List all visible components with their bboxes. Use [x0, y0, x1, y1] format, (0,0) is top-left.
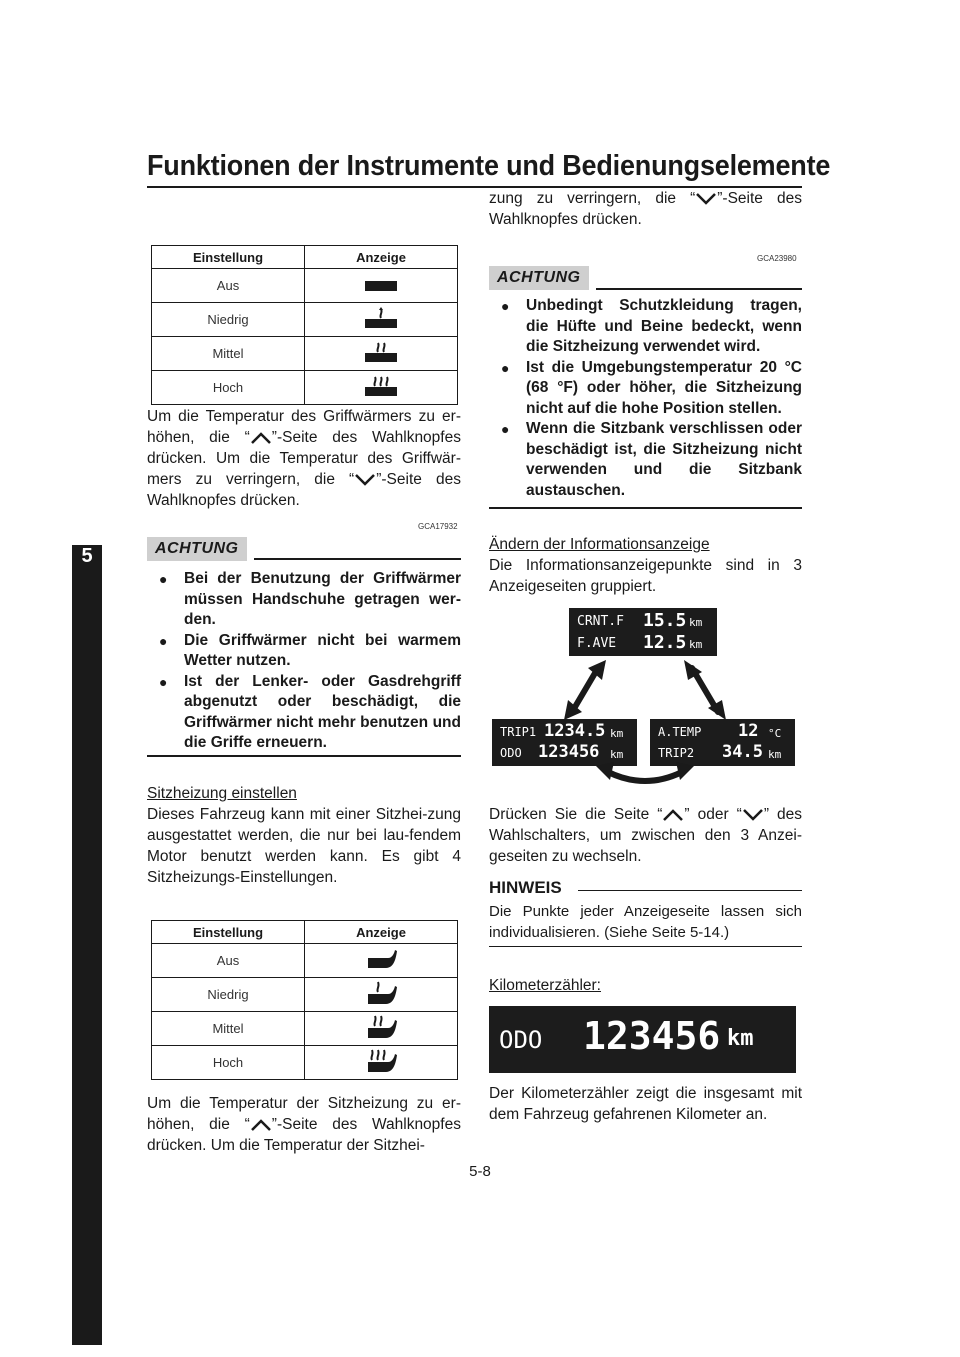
grip-off-icon [305, 269, 458, 303]
table-row [152, 1012, 458, 1046]
chevron-down-icon [742, 809, 764, 821]
hinweis-text: Die Punkte jeder Anzeigeseite lassen sich individualisieren. (Siehe Seite 5-14.) [489, 903, 802, 941]
display-value: 12 [738, 721, 759, 741]
achtung-end-rule [147, 755, 461, 757]
hinweis-rule [578, 890, 802, 891]
achtung-end-rule [489, 507, 802, 509]
grip-heater-paragraph [147, 406, 461, 511]
chapter-number: 5 [81, 545, 93, 567]
display-value: 1234.5 [544, 721, 606, 741]
list-item: ● Ist der Lenker- oder Gasdrehgriff abgenutzt oder beschädigt, die Griffwärmer nicht mehr benutzen und die Griffe erneuern. [157, 672, 461, 754]
warning-code: GCA17932 [418, 522, 458, 531]
seat-heating-section [147, 783, 461, 888]
text-segment: ” des Wahlschalters, um zwischen den 3 Anzei-geseiten zu wechseln. [489, 806, 802, 865]
display-label: ODO [500, 746, 522, 760]
odometer-display [489, 1006, 796, 1073]
table-row [152, 944, 458, 978]
table-header-setting: Einstellung [152, 246, 305, 269]
display-label: F.AVE [577, 636, 617, 651]
text-segment: ”-Seite des Wahlknopfes drücken. Um die Temperatur der Sitzhei- [147, 1116, 461, 1154]
seat-off-icon [305, 944, 458, 978]
text-segment: ” oder “ [684, 806, 742, 823]
table-row [152, 269, 458, 303]
list-item: ● Bei der Benutzung der Griffwärmer müssen Handschuhe getragen wer-den. [157, 569, 461, 631]
grip-heater-table [151, 245, 458, 405]
seat-heating-text: Dieses Fahrzeug kann mit einer Sitzhei-zung ausgestattet werden, die nur bei lau-fendem Motor benutzt werden kann. Es gibt 4 Sitzheizungs-Einstellungen. [147, 806, 461, 886]
info-display-heading: Ändern der Informationsanzeige [489, 536, 710, 553]
list-item: ● Ist die Umgebungstemperatur 20 °C (68 °F) oder höher, die Sitzheizung nicht auf die hohe Position stellen. [499, 358, 802, 420]
cycle-arrows-icon [490, 600, 800, 790]
achtung-badge: ACHTUNG [147, 537, 247, 561]
display-label: CRNT.F [577, 614, 624, 629]
list-item: ● Unbedingt Schutzkleidung tragen, die Hüfte und Beine bedeckt, wenn die Sitzheizung verwendet wird. [499, 296, 802, 358]
achtung-badge: ACHTUNG [489, 266, 589, 290]
page-number: 5-8 [469, 1163, 491, 1180]
odometer-text: Der Kilometerzähler zeigt die insgesamt mit dem Fahrzeug gefahrenen Kilometer an. [489, 1085, 802, 1123]
setting-label: Niedrig [152, 303, 305, 337]
seat-high-icon [305, 1046, 458, 1080]
info-display-text: Die Informationsanzeigepunkte sind in 3 Anzeigeseiten gruppiert. [489, 557, 802, 595]
achtung-rule [596, 288, 802, 290]
display-unit: km [689, 638, 703, 651]
switch-paragraph [489, 804, 802, 867]
hinweis-end-rule [489, 946, 802, 947]
achtung-rule [254, 558, 461, 560]
achtung-list [499, 296, 802, 501]
table-row [152, 337, 458, 371]
display-unit: km [689, 616, 703, 629]
setting-label: Hoch [152, 1046, 305, 1080]
display-value: 15.5 [643, 610, 687, 631]
display-unit: km [610, 748, 624, 761]
table-row [152, 303, 458, 337]
setting-label: Aus [152, 944, 305, 978]
warning-code: GCA23980 [757, 254, 797, 263]
display-value: 12.5 [643, 632, 687, 653]
chevron-up-icon [662, 809, 684, 821]
seat-mid-icon [305, 1012, 458, 1046]
text-segment: ”-Seite des Wahlknopfes drücken. [147, 471, 461, 509]
list-item: ● Die Griffwärmer nicht bei warmem Wetter nutzen. [157, 631, 461, 672]
seat-heating-continuation [489, 188, 802, 230]
achtung-header [489, 266, 802, 290]
display-value: 123456 [538, 742, 600, 762]
table-row [152, 978, 458, 1012]
display-unit: °C [768, 727, 782, 740]
text-segment: ”-Seite des Wahlknopfes drücken. Um die Temperatur des Griffwär-mers zu verringern, die “ [147, 429, 461, 488]
chevron-up-icon [250, 432, 272, 444]
setting-label: Hoch [152, 371, 305, 405]
text-segment: ”-Seite des Wahlknopfes drücken. [489, 190, 802, 228]
display-label: A.TEMP [658, 725, 702, 739]
setting-label: Niedrig [152, 978, 305, 1012]
display-unit: km [610, 727, 624, 740]
setting-label: Aus [152, 269, 305, 303]
setting-label: Mittel [152, 1012, 305, 1046]
odometer-heading: Kilometerzähler: [489, 977, 601, 994]
text-segment: Drücken Sie die Seite “ [489, 806, 663, 823]
table-header-display: Anzeige [305, 246, 458, 269]
display-label: TRIP1 [500, 725, 537, 739]
seat-heating-heading: Sitzheizung einstellen [147, 785, 297, 802]
chevron-up-icon [250, 1119, 272, 1131]
list-item: ● Wenn die Sitzbank verschlissen oder beschädigt ist, die Sitzheizung nicht verwenden und die Sitzbank austauschen. [499, 419, 802, 501]
chevron-down-icon [354, 474, 376, 486]
text-segment: Um die Temperatur des Griffwärmers zu er-höhen, die “ [147, 408, 461, 446]
table-row [152, 371, 458, 405]
odo-unit: km [727, 1026, 754, 1051]
chapter-tab [72, 545, 102, 1345]
text-segment: Um die Temperatur der Sitzheizung zu er-höhen, die “ [147, 1095, 461, 1133]
page-title: Funktionen der Instrumente und Bedienungselemente [147, 150, 831, 182]
table-row [152, 1046, 458, 1080]
text-segment: zung zu verringern, die “ [489, 190, 696, 207]
seat-heater-table [151, 920, 458, 1080]
grip-high-icon [305, 371, 458, 405]
grip-mid-icon [305, 337, 458, 371]
table-header-setting: Einstellung [152, 921, 305, 944]
hinweis-label: HINWEIS [489, 878, 562, 897]
info-display-section [489, 534, 802, 597]
achtung-list [157, 569, 461, 754]
odo-label: ODO [499, 1026, 543, 1054]
seat-low-icon [305, 978, 458, 1012]
odo-value: 123456 [583, 1014, 721, 1058]
grip-low-icon [305, 303, 458, 337]
display-value: 34.5 [722, 742, 763, 762]
chevron-down-icon [695, 193, 717, 205]
setting-label: Mittel [152, 337, 305, 371]
seat-heating-paragraph [147, 1093, 461, 1156]
table-header-display: Anzeige [305, 921, 458, 944]
display-label: TRIP2 [658, 746, 695, 760]
display-unit: km [768, 748, 782, 761]
